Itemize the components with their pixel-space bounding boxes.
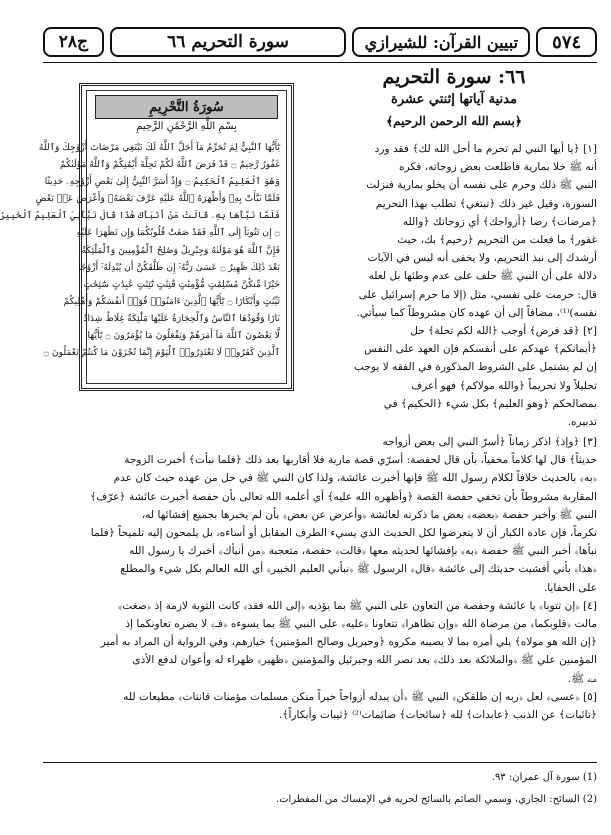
commentary-line: السورة، وقيل غير ذلك ﴿تبتغي﴾ تطلب بهذا التحريم — [375, 197, 597, 210]
mushaf-basmala: بِسْمِ اللَّهِ الرَّحْمَٰنِ الرَّحِيمِ — [136, 121, 237, 132]
commentary-line: [٢] ﴿قد فرض﴾ أوجب ﴿الله لكم تحلة﴾ حل — [410, 325, 597, 338]
commentary-line: [١] ﴿يا أيها النبي لم تحرم ما أحل الله لك﴾ فقد ورد — [374, 143, 597, 155]
commentary-line: النبي ﷺ ذلك وحرم على نفسه أن يخلو بمارية فنزلت — [366, 179, 597, 192]
commentary-line: [٤] ﴿إن تتوبا﴾ يا عائشة وحفصة من التعاون على النبي ﷺ بما يؤذيه ﴿إلى الله فقد﴾ كانت التوبة لازمة إذ ﴿صغت﴾ — [117, 599, 597, 612]
sura-title: ٦٦: سورة التحريم — [382, 66, 526, 88]
commentary-line: ﴿إن الله هو مولاه﴾ يلي أمره بما لا يصيبه مكروه ﴿وجبريل وصالح المؤمنين﴾ خيارهم، وفي الرواية أن المراد به أمير — [100, 636, 597, 649]
quran-verse-line: فَإِنَّ ٱللَّهَ هُوَ مَوْلَىٰهُ وَجِبْرِيلُ وَصَٰلِحُ ٱلْمُؤْمِنِينَ وَٱلْمَلَٰٓئِكَةُ — [81, 244, 280, 256]
mushaf-verses — [0, 139, 280, 379]
commentary-line: ﴿تائبات﴾ عن الذنب ﴿عابدات﴾ لله ﴿سائحات﴾ صائمات⁽²⁾ ﴿ثيبات وأبكاراً﴾. — [278, 709, 597, 722]
quran-verse-line: لَّا يَعْصُونَ ٱللَّهَ مَآ أَمَرَهُمْ وَيَفْعَلُونَ مَا يُؤْمَرُونَ ۝ يَٰٓأَيُّهَا — [87, 330, 280, 342]
sura-banner: سُورَةُ التَّحْرِيمِ — [95, 95, 278, 119]
commentary-right-column — [311, 140, 597, 431]
commentary-line: عنه ﷺ. — [567, 672, 597, 685]
commentary-line: حديثاً﴾ قال لها كلاماً مخفياً، بأن قال لحفصة: أسرّي قصة مارية فلا أقاربها بعد ذلك ﴿فلما نبأت﴾ أخبرت الزوجة — [124, 454, 597, 467]
commentary-line: تكرماً، فإن عادة الكبار أن لا يتعرضوا لكل الحديث الذي يسيء الطرف المقابل أو أساءه، بل يلمحون إليه تلميحاً ﴿فلما — [90, 527, 597, 540]
commentary-line: النبي ﷺ وأخبر حفصة ﴿بعضه﴾ بعض ما ذكرته لعائشة ﴿وأعرض عن بعض﴾ بأن لم يخبرها بجميع إفشائها له، — [141, 508, 597, 521]
commentary-full-width — [43, 433, 597, 724]
commentary-line: ﴿هذا﴾ بأني أفشيت حديثك إلى عائشة ﴿قال﴾ الرسول ﷺ ﴿نبأني العليم الخبير﴾ أي الله العالم بكل شيء والمطلع — [120, 563, 597, 576]
juz-number: ج٢٨ — [43, 27, 104, 57]
commentary-line: أرشدك إلى نبذ التحريم، ولا يخفى أنه ليس في الآيات — [367, 252, 597, 265]
commentary-line: نفسه)⁽¹⁾، مضافاً إلى أن عهده كان مشروطاً كما سيأتي. — [356, 306, 597, 319]
commentary-line: [٥] ﴿عسى﴾ لعل ﴿ربه إن طلقكن﴾ النبي ﷺ ﴿أن يبدله أزواجاً خيراً منكن مسلمات مؤمنات قانتات﴾ مطيعات لله — [123, 690, 597, 703]
basmala: ﴿بسم الله الرحمن الرحيم﴾ — [386, 114, 522, 128]
quran-verse-line: ٱلَّذِينَ كَفَرُوا۟ لَا تَعْتَذِرُوا۟ ٱلْيَوْمَ إِنَّمَا تُجْزَوْنَ مَا كُنتُمْ تَعْمَلُونَ ۝ — [43, 347, 280, 359]
commentary-line: ﴿مرضات﴾ رضا ﴿أزواجك﴾ أي زوجاتك ﴿والله — [402, 215, 597, 228]
sura-name-header: سورة التحريم ٦٦ — [110, 27, 347, 57]
commentary-line: إن لم يشتمل على الشروط المذكورة في الفقه لا يوجب — [353, 361, 597, 374]
commentary-line: غفور﴾ ما فعلت من التحريم ﴿رحيم﴾ بك، حيث — [397, 234, 597, 247]
commentary-line: على الخفايا. — [543, 581, 597, 594]
quran-verse-line: وَهُوَ ٱلْعَلِيمُ ٱلْحَكِيمُ ۝ وَإِذْ أَسَرَّ ٱلنَّبِيُّ إِلَىٰ بَعْضِ أَزْوَٰجِهِۦ حَدِيثًا — [44, 176, 280, 188]
commentary-line: نبأها﴾ أخبر النبي ﷺ حفصة ﴿به﴾ بإفشائها لحديثه معها ﴿قالت﴾ حفصة، متعجبة ﴿من أنبأك﴾ أخبرك يا رسول الله — [129, 545, 597, 558]
quran-text-image — [0, 83, 294, 391]
quran-verse-line: فَلَمَّا نَبَّأَتْ بِهِۦ وَأَظْهَرَهُ ٱللَّهُ عَلَيْهِ عَرَّفَ بَعْضَهُۥ وَأَعْرَضَ عَنۢ بَعْضٍ — [35, 193, 280, 205]
commentary-line: بمصالحكم ﴿وهو العليم﴾ بكل شيء ﴿الحكيم﴾ في — [383, 397, 597, 410]
header-rule — [43, 62, 597, 63]
commentary-line: أنه ﷺ خلا بمارية فاطلعت بعض زوجاته، فكره — [398, 161, 597, 174]
quran-verse-line: فَلَمَّا نَبَّأَهَا بِهِۦ قَالَتْ مَنْ أَنۢبَأَكَ هَٰذَا قَالَ نَبَّأَنِيَ ٱلْعَلِيمُ ٱلْخَبِيرُ — [0, 210, 280, 222]
quran-verse-line: بَعْدَ ذَٰلِكَ ظَهِيرٌ ۝ عَسَىٰ رَبُّهُۥٓ إِن طَلَّقَكُنَّ أَن يُبْدِلَهُۥٓ أَزْوَٰجًا — [78, 261, 280, 273]
commentary-line: المقاربة مشروطاً بأن تخفي حفصة القصة ﴿وأظهره الله عليه﴾ أي أعلمه الله تعالى بأن حفصة أخبرت عائشة ﴿عرّف﴾ — [90, 490, 597, 503]
sura-subtitle: مدنية آياتها إثنتي عشرة — [391, 92, 517, 107]
book-title: تبيين القرآن: للشيرازي — [352, 27, 530, 57]
commentary-line: [٣] ﴿وإذ﴾ اذكر زماناً ﴿أسرّ النبي إلى بعض أزواجه — [382, 436, 597, 448]
commentary-line: دلالة على أن النبي ﷺ حلف على عدم وطئها بل لعله — [368, 270, 597, 283]
commentary-line: مالت ﴿قلوبكما﴾ من مرضاة الله ﴿وإن تظاهرا﴾ تتعاونا ﴿عليه﴾ على النبي ﷺ بما يسوءه ﴿فـ﴾ لا يضره تعاونكما إذ — [125, 618, 597, 631]
footnote-rule — [43, 762, 597, 763]
running-header — [43, 26, 597, 58]
commentary-line: ﴿به﴾ بالحديث خلافاً لكلام رسول الله ﷺ فإنها أخبرت عائشة، ولذا كان النبي ﷺ في حل من عهده حيث كان عدم — [113, 472, 597, 485]
quran-verse-line: يَٰٓأَيُّهَا ٱلنَّبِيُّ لِمَ تُحَرِّمُ مَآ أَحَلَّ ٱللَّهُ لَكَ تَبْتَغِي مَرْضَاتَ أَزْوَٰجِكَ وَٱللَّهُ — [38, 142, 280, 153]
footnote-2: (2) السائح: الجاري، وسمي الصائم بالسائح لجريه في الإمساك من المفطرات. — [275, 794, 597, 805]
quran-verse-line: خَيْرًا مِّنكُنَّ مُسْلِمَٰتٍ مُّؤْمِنَٰتٍ قَٰنِتَٰتٍ تَٰٓئِبَٰتٍ عَٰبِدَٰتٍ سَٰٓئِحَٰتٍ — [83, 278, 280, 290]
quran-verse-line: ثَيِّبَٰتٍ وَأَبْكَارًا ۝ يَٰٓأَيُّهَا ٱلَّذِينَ ءَامَنُوا۟ قُوٓا۟ أَنفُسَكُمْ وَأَهْلِيكُمْ — [63, 295, 280, 307]
commentary-line: المؤمنين علي ﷺ ﴿والملائكة بعد ذلك﴾ بعد نصر الله وجبرئيل والمؤمنين ﴿ظهير﴾ ظهراء له وأعوان لدفع الأذى — [132, 654, 597, 667]
commentary-line: قال: حرمت على نفسي، مثل (إلا ما حرم إسرائيل على — [358, 288, 597, 301]
quran-verse-line: نَارًا وَقُودُهَا ٱلنَّاسُ وَٱلْحِجَارَةُ عَلَيْهَا مَلَٰٓئِكَةٌ غِلَاظٌ شِدَادٌ — [83, 312, 280, 324]
commentary-line: ﴿أيمانكم﴾ عهدكم على أنفسكم فإن العهد على النفس — [364, 343, 597, 356]
quran-verse-line: ۝ إِن تَتُوبَآ إِلَى ٱللَّهِ فَقَدْ صَغَتْ قُلُوبُكُمَا وَإِن تَظَٰهَرَا عَلَيْهِ — [76, 227, 280, 239]
mushaf-frame — [0, 90, 287, 384]
quran-verse-line: غَفُورٌ رَّحِيمٌ ۝ قَدْ فَرَضَ ٱللَّهُ لَكُمْ تَحِلَّةَ أَيْمَٰنِكُمْ وَٱللَّهُ مَوْلَىٰكُمْ — [59, 159, 280, 171]
commentary-line: تحليلاً ولا تحريماً ﴿والله مولاكم﴾ فهو أعرف — [411, 379, 597, 392]
page-number: ٥٧٤ — [536, 27, 597, 57]
footnote-1: (1) سورة آل عمران: ٩٣. — [491, 772, 597, 783]
commentary-line: تدبيره. — [567, 416, 597, 429]
